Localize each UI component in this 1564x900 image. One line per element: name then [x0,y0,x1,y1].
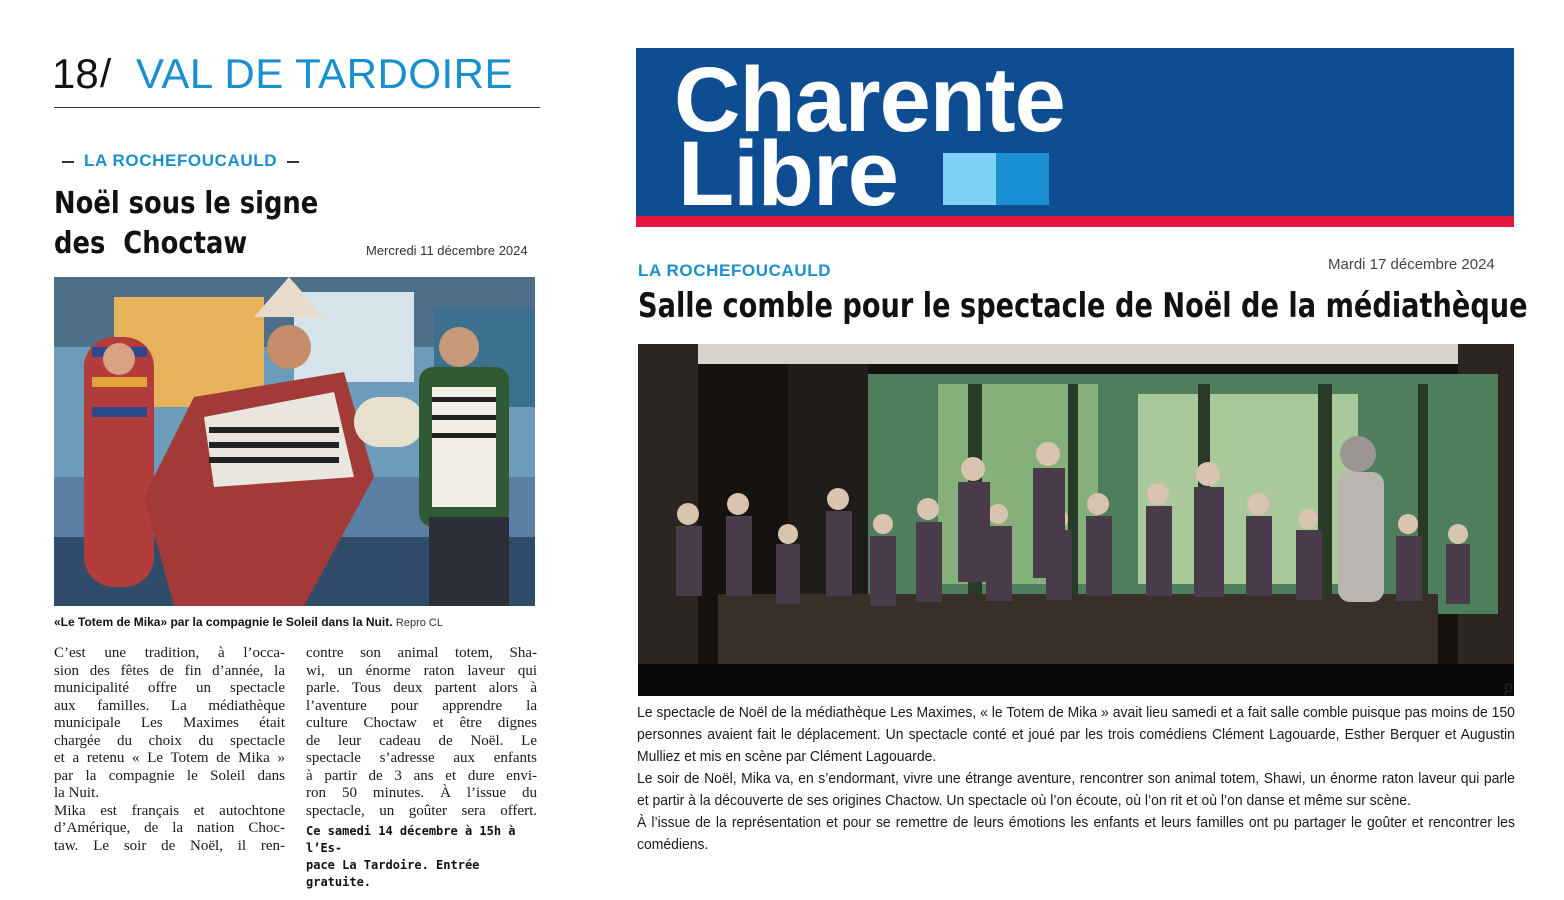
left-photo-illustration [54,277,535,606]
left-date: Mercredi 11 décembre 2024 [366,243,528,258]
kicker-dash-right [287,161,299,163]
column-line: spectacle s’adresse aux enfants [306,750,537,766]
right-photo-credit: CL [1502,683,1513,696]
right-kicker: LA ROCHEFOUCAULD [638,261,832,280]
column-line: taw. Le soir de Noël, il ren- [54,837,285,854]
left-photo [54,277,535,606]
left-kicker [52,151,309,171]
masthead-logo-line1: Charente [674,49,1065,151]
right-body-paragraph: À l’issue de la représentation et pour se remettre de leurs émotions les enfants et leurs familles ont pu partager le goûter et rencontrer les comédiens. [637,814,1515,853]
column-line: Mika est français et autochtone [54,802,285,819]
column-line: aux familles. La médiathèque [54,697,285,714]
right-photo-illustration [638,344,1514,696]
right-body-paragraph: Le soir de Noël, Mika va, en s’endormant, vivre une étrange aventure, rencontrer son animal totem, Shawi, un énorme raton laveur qui parle et partir à la découverte de ses origines Chactow. Un spectacle où l’on écoute, où l’on rit et où l’on danse et même sur scène. [637,770,1515,809]
page-number: 18 [52,50,99,97]
left-headline [54,184,319,264]
right-date: Mardi 17 décembre 2024 [1328,256,1495,273]
column-line: municipalité offre un spectacle [54,680,285,696]
logo-square-light [943,153,996,205]
left-headline-line1: Noël sous le signe [54,186,319,221]
masthead-logo-line2: Libre [678,123,898,225]
column-line: par la compagnie le Soleil dans [54,767,285,784]
column-line: contre son animal totem, Sha- [306,645,537,661]
column-line: chargée du choix du spectacle [54,732,285,749]
column-line: de leur cadeau de Noël. Le [306,732,537,749]
column-line: C’est une tradition, à l’occa- [54,645,285,661]
right-headline: Salle comble pour le spectacle de Noël de la médiathèque [638,286,1528,326]
left-kicker-text: LA ROCHEFOUCAULD [84,151,278,170]
column-line: sion des fêtes de fin d’année, la [54,662,285,679]
column-line: spectacle, un goûter sera offert. [306,802,537,819]
column-line: la Nuit. [54,785,99,801]
event-info [306,823,537,891]
left-article-column-1 [54,645,285,855]
event-info-line2: pace La Tardoire. Entrée gratuite. [306,858,480,889]
event-info-line1: Ce samedi 14 décembre à 15h à l’Es- [306,824,516,855]
left-caption-credit: Repro CL [395,617,443,629]
logo-square-dark [996,153,1049,205]
column-line: wi, un énorme raton laveur qui [306,662,537,679]
column-line: municipale Les Maximes était [54,715,285,731]
left-photo-caption [54,615,443,629]
left-headline-line2: des Choctaw [54,226,248,261]
column-line: d’Amérique, de la nation Choc- [54,820,285,836]
header-rule [54,107,540,108]
column-line: ron 50 minutes. À l’issue du [306,785,537,801]
column-line: l’aventure pour apprendre la [306,697,537,714]
right-photo [638,344,1514,696]
page-separator: / [100,52,112,96]
section-title: VAL DE TARDOIRE [136,50,514,97]
column-line: à partir de 3 ans et dure envi- [306,767,537,784]
right-article-body [637,702,1515,856]
left-article-column-2 [306,645,537,820]
left-caption-text: «Le Totem de Mika» par la compagnie le Soleil dans la Nuit. [54,615,393,629]
kicker-dash-left [62,161,74,163]
column-line: culture Choctaw et être dignes [306,715,537,731]
column-line: parle. Tous deux partent alors à [306,680,537,696]
right-body-paragraph: Le spectacle de Noël de la médiathèque Les Maximes, « le Totem de Mika » avait lieu samedi et a fait salle comble puisque pas moins de 150 personnes avaient fait le déplacement. Un spectacle conté et joué par les trois comédiens Clément Lagouarde, Esther Berquer et Augustin Mulliez et mis en scène par Clément Lagouarde. [637,704,1515,765]
column-line: et a retenu « Le Totem de Mika » [54,750,285,766]
